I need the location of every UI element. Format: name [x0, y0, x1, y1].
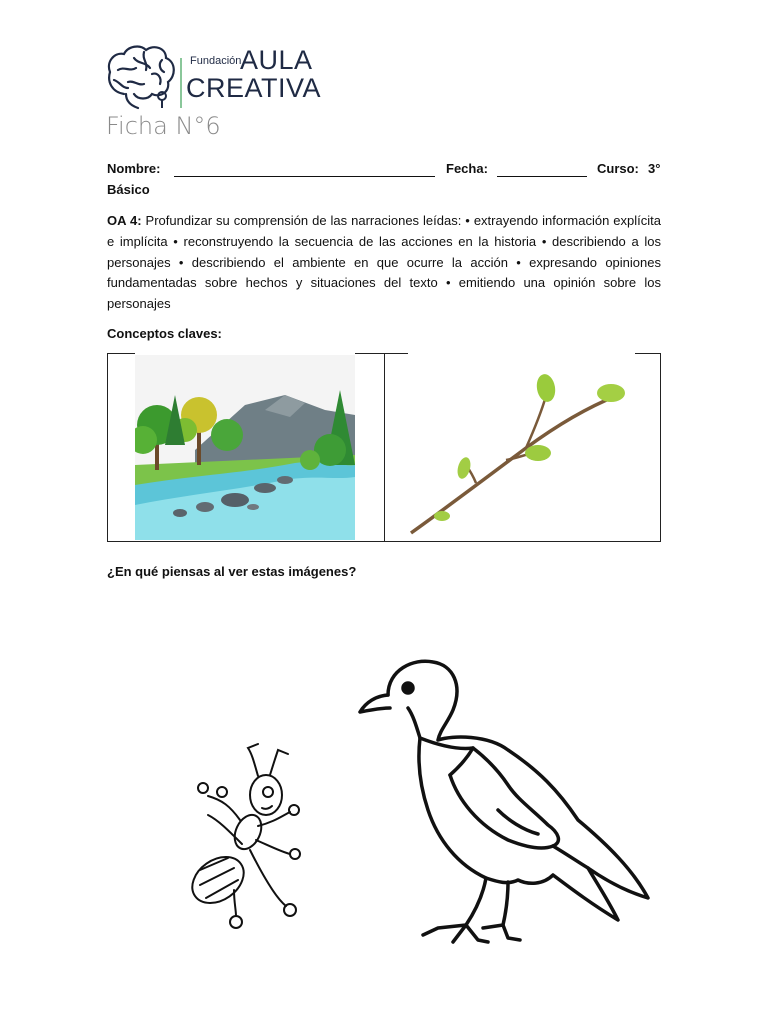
ant-drawing — [178, 740, 318, 935]
curso-label: Curso: — [597, 161, 639, 176]
nombre-label: Nombre: — [107, 161, 161, 176]
logo-fundacion-text: Fundación — [190, 55, 242, 67]
river-landscape-image — [135, 355, 355, 540]
objective-text: Profundizar su comprensión de las narraciones leídas: • extrayendo información explícita e implícita • reconstruyendo la secuencia de las acciones en la historia • describiendo a los personajes • describiendo el ambiente en que ocurre la acción • expresando opiniones fundamentadas sobre hechos y situaciones del texto • emitiendo una opinión sobre los personajes — [107, 213, 661, 312]
page-title: Ficha N°6 — [106, 112, 221, 140]
objective-code: OA 4: — [107, 213, 142, 228]
brain-logo-icon — [104, 42, 178, 110]
curso-value: 3° — [648, 161, 661, 176]
fecha-label: Fecha: — [446, 161, 488, 176]
nombre-field[interactable] — [174, 176, 435, 177]
budding-branch-image — [406, 368, 636, 538]
logo-divider — [180, 58, 182, 108]
fecha-field[interactable] — [497, 176, 587, 177]
question-text: ¿En qué piensas al ver estas imágenes? — [107, 564, 357, 579]
concepts-heading: Conceptos claves: — [107, 326, 222, 341]
logo-aula-text: AULA — [240, 45, 313, 75]
learning-objective — [107, 211, 661, 315]
curso-value-continued: Básico — [107, 182, 150, 197]
student-info-row — [107, 161, 661, 179]
logo-creativa-text: CREATIVA — [186, 73, 322, 103]
pigeon-drawing — [358, 650, 658, 960]
table-divider — [384, 353, 385, 542]
